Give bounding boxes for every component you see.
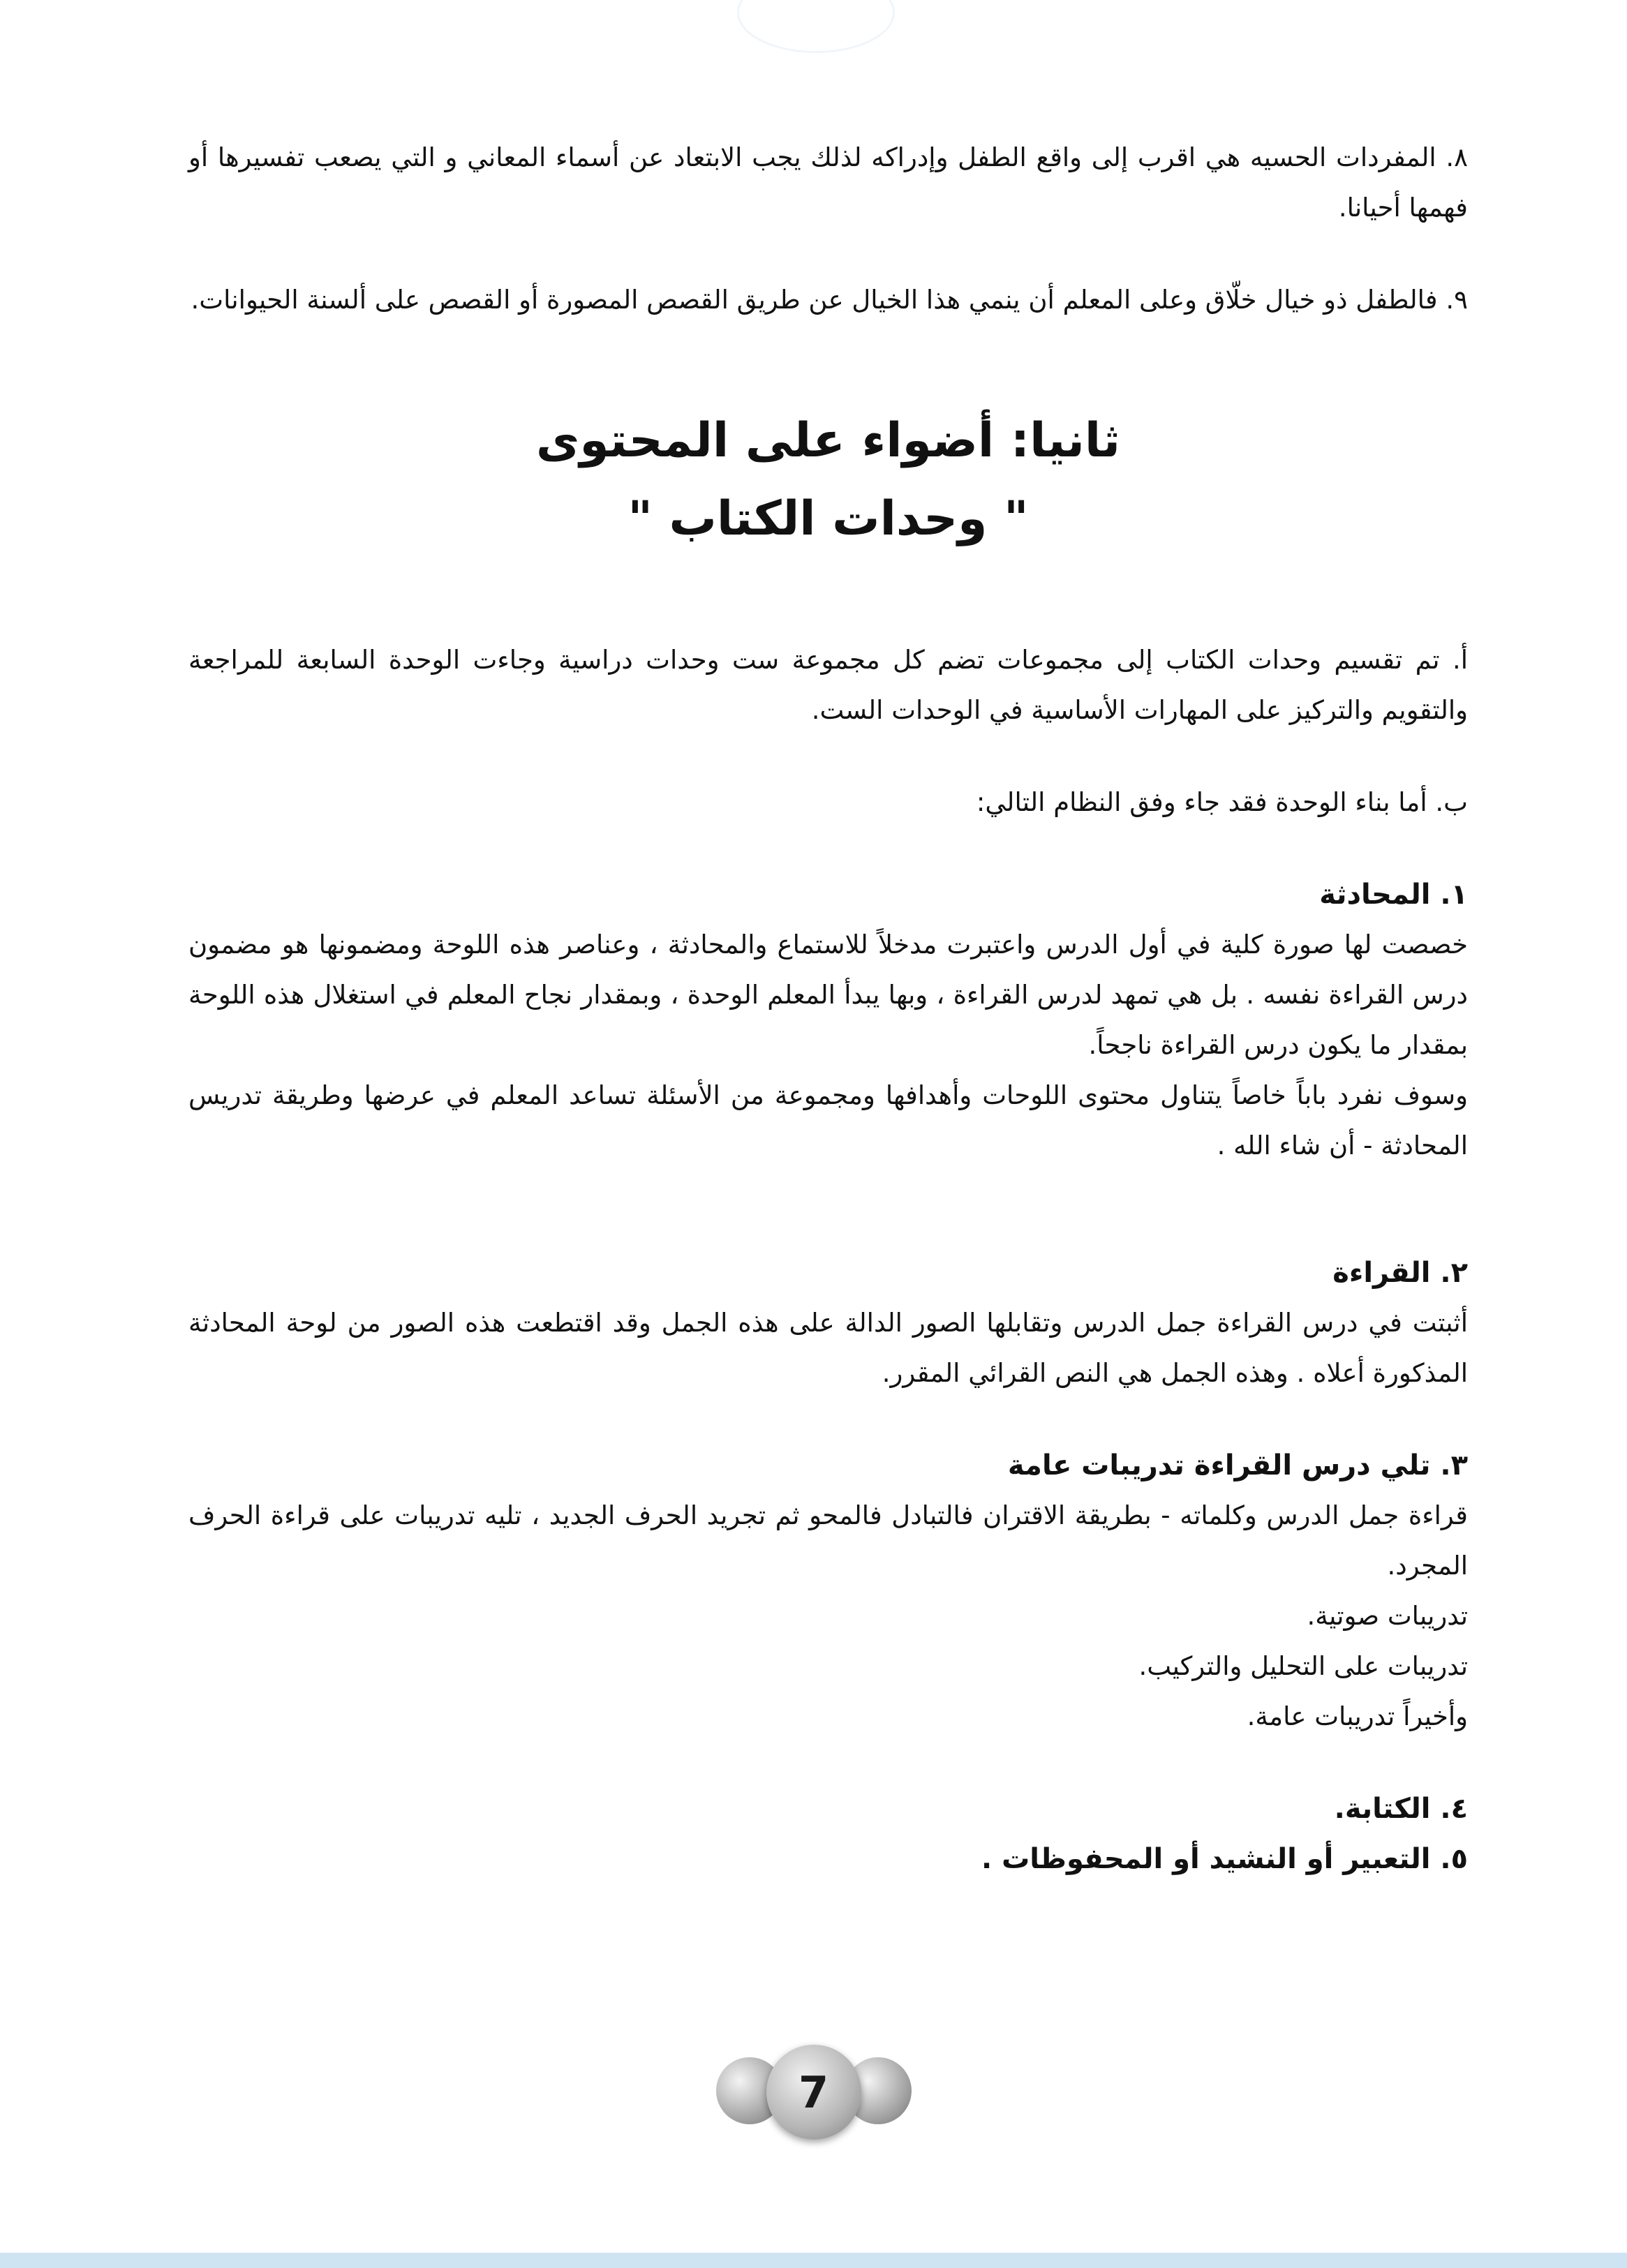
section-text-reading-1: أثبتت في درس القراءة جمل الدرس وتقابلها الصور الدالة على هذه الجمل وقد اقتطعت هذه الصور من لوحة المحادثة المذكورة أعلاه . وهذه الجمل هي النص القرائي المقرر. [188, 1308, 1468, 1388]
item-expression: ٥. التعبير أو النشيد أو المحفوظات . [981, 1843, 1468, 1875]
section-text-exercises-3: تدريبات على التحليل والتركيب. [1138, 1651, 1468, 1681]
item-writing: ٤. الكتابة. [1334, 1793, 1468, 1825]
document-body [188, 133, 1468, 1884]
section-title-conversation: ١. المحادثة [1319, 879, 1468, 911]
section-text-exercises-1: قراءة جمل الدرس وكلماته - بطريقة الاقتران فالتبادل فالمحو ثم تجريد الحرف الجديد ، تليه تدريبات على قراءة الحرف المجرد. [188, 1500, 1468, 1581]
heading-line-1: ثانيا: أضواء على المحتوى [536, 413, 1120, 468]
intro-paragraph-a: أ. تم تقسيم وحدات الكتاب إلى مجموعات تضم كل مجموعة ست وحدات دراسية وجاءت الوحدة السابعة للمراجعة والتقويم والتركيز على المهارات الأساسية في الوحدات الست. [188, 645, 1468, 725]
section-title-exercises: ٣. تلي درس القراءة تدريبات عامة [1007, 1449, 1468, 1482]
section-text-exercises-4: وأخيراً تدريبات عامة. [1247, 1701, 1468, 1731]
page-footer [716, 2045, 912, 2135]
bottom-edge-strip [0, 2253, 1627, 2268]
section-text-exercises-2: تدريبات صوتية. [1307, 1601, 1468, 1631]
section-title-reading: ٢. القراءة [1332, 1257, 1468, 1289]
paragraph-item-9: ٩. فالطفل ذو خيال خلّاق وعلى المعلم أن ينمي هذا الخيال عن طريق القصص المصورة أو القصص على ألسنة الحيوانات. [191, 285, 1468, 315]
paragraph-item-8: ٨. المفردات الحسيه هي اقرب إلى واقع الطفل وإدراكه لذلك يجب الابتعاد عن أسماء المعاني و التي يصعب تفسيرها أو فهمها أحيانا. [188, 142, 1468, 223]
section-heading [188, 402, 1468, 558]
page-number: 7 [766, 2045, 861, 2140]
section-text-conversation-2: وسوف نفرد باباً خاصاً يتناول محتوى اللوحات وأهدافها ومجموعة من الأسئلة تساعد المعلم في عرضها وطريقة تدريس المحادثة - أن شاء الله . [188, 1080, 1468, 1161]
heading-line-2: " وحدات الكتاب " [627, 491, 1029, 546]
top-decoration [737, 0, 895, 53]
section-text-conversation-1: خصصت لها صورة كلية في أول الدرس واعتبرت مدخلاً للاستماع والمحادثة ، وعناصر هذه اللوحة ومضمونها هو مضمون درس القراءة نفسه . بل هي تمهد لدرس القراءة ، وبها يبدأ المعلم الوحدة ، وبمقدار نجاح المعلم في استغلال هذه اللوحة بمقدار ما يكون درس القراءة ناجحاً. [188, 930, 1468, 1060]
intro-paragraph-b: ب. أما بناء الوحدة فقد جاء وفق النظام التالي: [976, 787, 1468, 817]
